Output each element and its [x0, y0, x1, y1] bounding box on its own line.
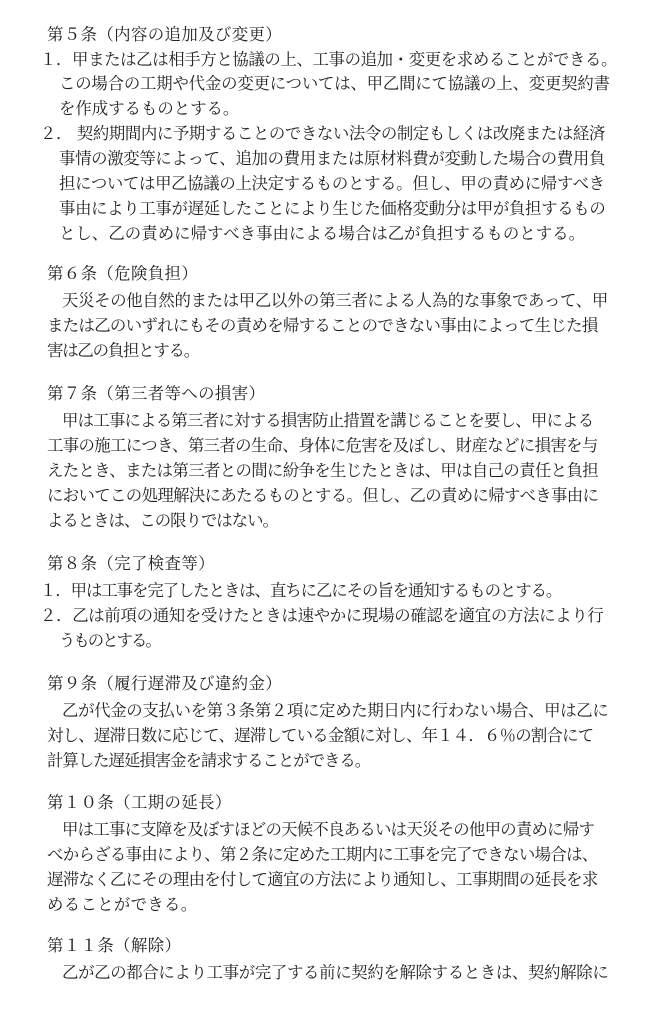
article-line: べからざる事由により、第２条に定めた工期内に工事を完了できない場合は、 — [47, 845, 598, 864]
article-line: 乙が代金の支払いを第３条第２項に定めた期日内に行わない場合、甲は乙に — [62, 701, 609, 720]
article-line: 計算した遅延損害金を請求することができる。 — [47, 751, 371, 770]
article-line: 乙が乙の都合により工事が完了する前に契約を解除するときは、契約解除に — [62, 963, 609, 982]
article-line: 天災その他自然的または甲乙以外の第三者による人為的な事象であって、甲 — [62, 291, 608, 310]
article-line: を作成するものとする。 — [59, 99, 240, 118]
article-line: 遅滞なく乙にその理由を付して適宜の方法により通知し、工事期間の延長を求 — [47, 870, 598, 889]
article-line: えたとき、または第三者との間に紛争を生じたときは、甲は自己の責任と負担 — [47, 461, 598, 480]
article-line: 事情の激変等によって、追加の費用または原材料費が変動した場合の費用負 — [59, 149, 606, 168]
article-line: 害は乙の負担とする。 — [47, 341, 199, 360]
article-heading: 第６条（危険負担） — [47, 264, 199, 283]
article-line: 対し、遅滞日数に応じて、遅滞している金額に対し、年１４．６％の割合にて — [47, 726, 594, 745]
article-heading: 第９条（履行遅滞及び違約金） — [47, 674, 283, 693]
article-heading: 第１０条（工期の延長） — [47, 793, 232, 812]
article-line: 甲は工事による第三者に対する損害防止措置を講じることを要し、甲による — [62, 411, 594, 430]
article-line: うものとする。 — [59, 631, 160, 650]
article-line: １．甲は工事を完了したときは、直ちに乙にその旨を通知するものとする。 — [40, 581, 562, 600]
article-line: 甲は工事に支障を及ぼすほどの天候不良あるいは天災その他甲の責めに帰す — [62, 820, 595, 839]
article-line: ２． 契約期間内に予期することのできない法令の制定もしくは改廃または経済 — [40, 124, 605, 143]
article-heading: 第５条（内容の追加及び変更） — [47, 25, 283, 44]
article-line: この場合の工期や代金の変更については、甲乙間にて協議の上、変更契約書 — [59, 74, 610, 93]
article-heading: 第８条（完了検査等） — [47, 554, 215, 573]
article-heading: 第１１条（解除） — [47, 936, 182, 955]
article-line: ２．乙は前項の通知を受けたときは速やかに現場の確認を適宜の方法により行 — [40, 606, 604, 625]
article-line: 工事の施工につき、第三者の生命、身体に危害を及ぼし、財産などに損害を与 — [47, 436, 598, 455]
article-line: よるときは、この限りではない。 — [47, 511, 278, 530]
article-line: または乙のいずれにもその責めを帰することのできない事由によって生じた損 — [47, 316, 598, 335]
article-line: めることができる。 — [47, 895, 198, 914]
article-line: においてこの処理解決にあたるものとする。但し、乙の責めに帰すべき事由に — [47, 486, 599, 505]
article-line: 担については甲乙協議の上決定するものとする。但し、甲の責めに帰すべき — [59, 174, 605, 193]
article-line: 事由により工事が遅延したことにより生じた価格変動分は甲が負担するもの — [59, 199, 606, 218]
article-heading: 第７条（第三者等への損害） — [47, 384, 266, 403]
article-line: １．甲または乙は相手方と協議の上、工事の追加・変更を求めることができる。 — [40, 50, 618, 69]
article-line: とし、乙の責めに帰すべき事由による場合は乙が負担するものとする。 — [59, 224, 586, 243]
